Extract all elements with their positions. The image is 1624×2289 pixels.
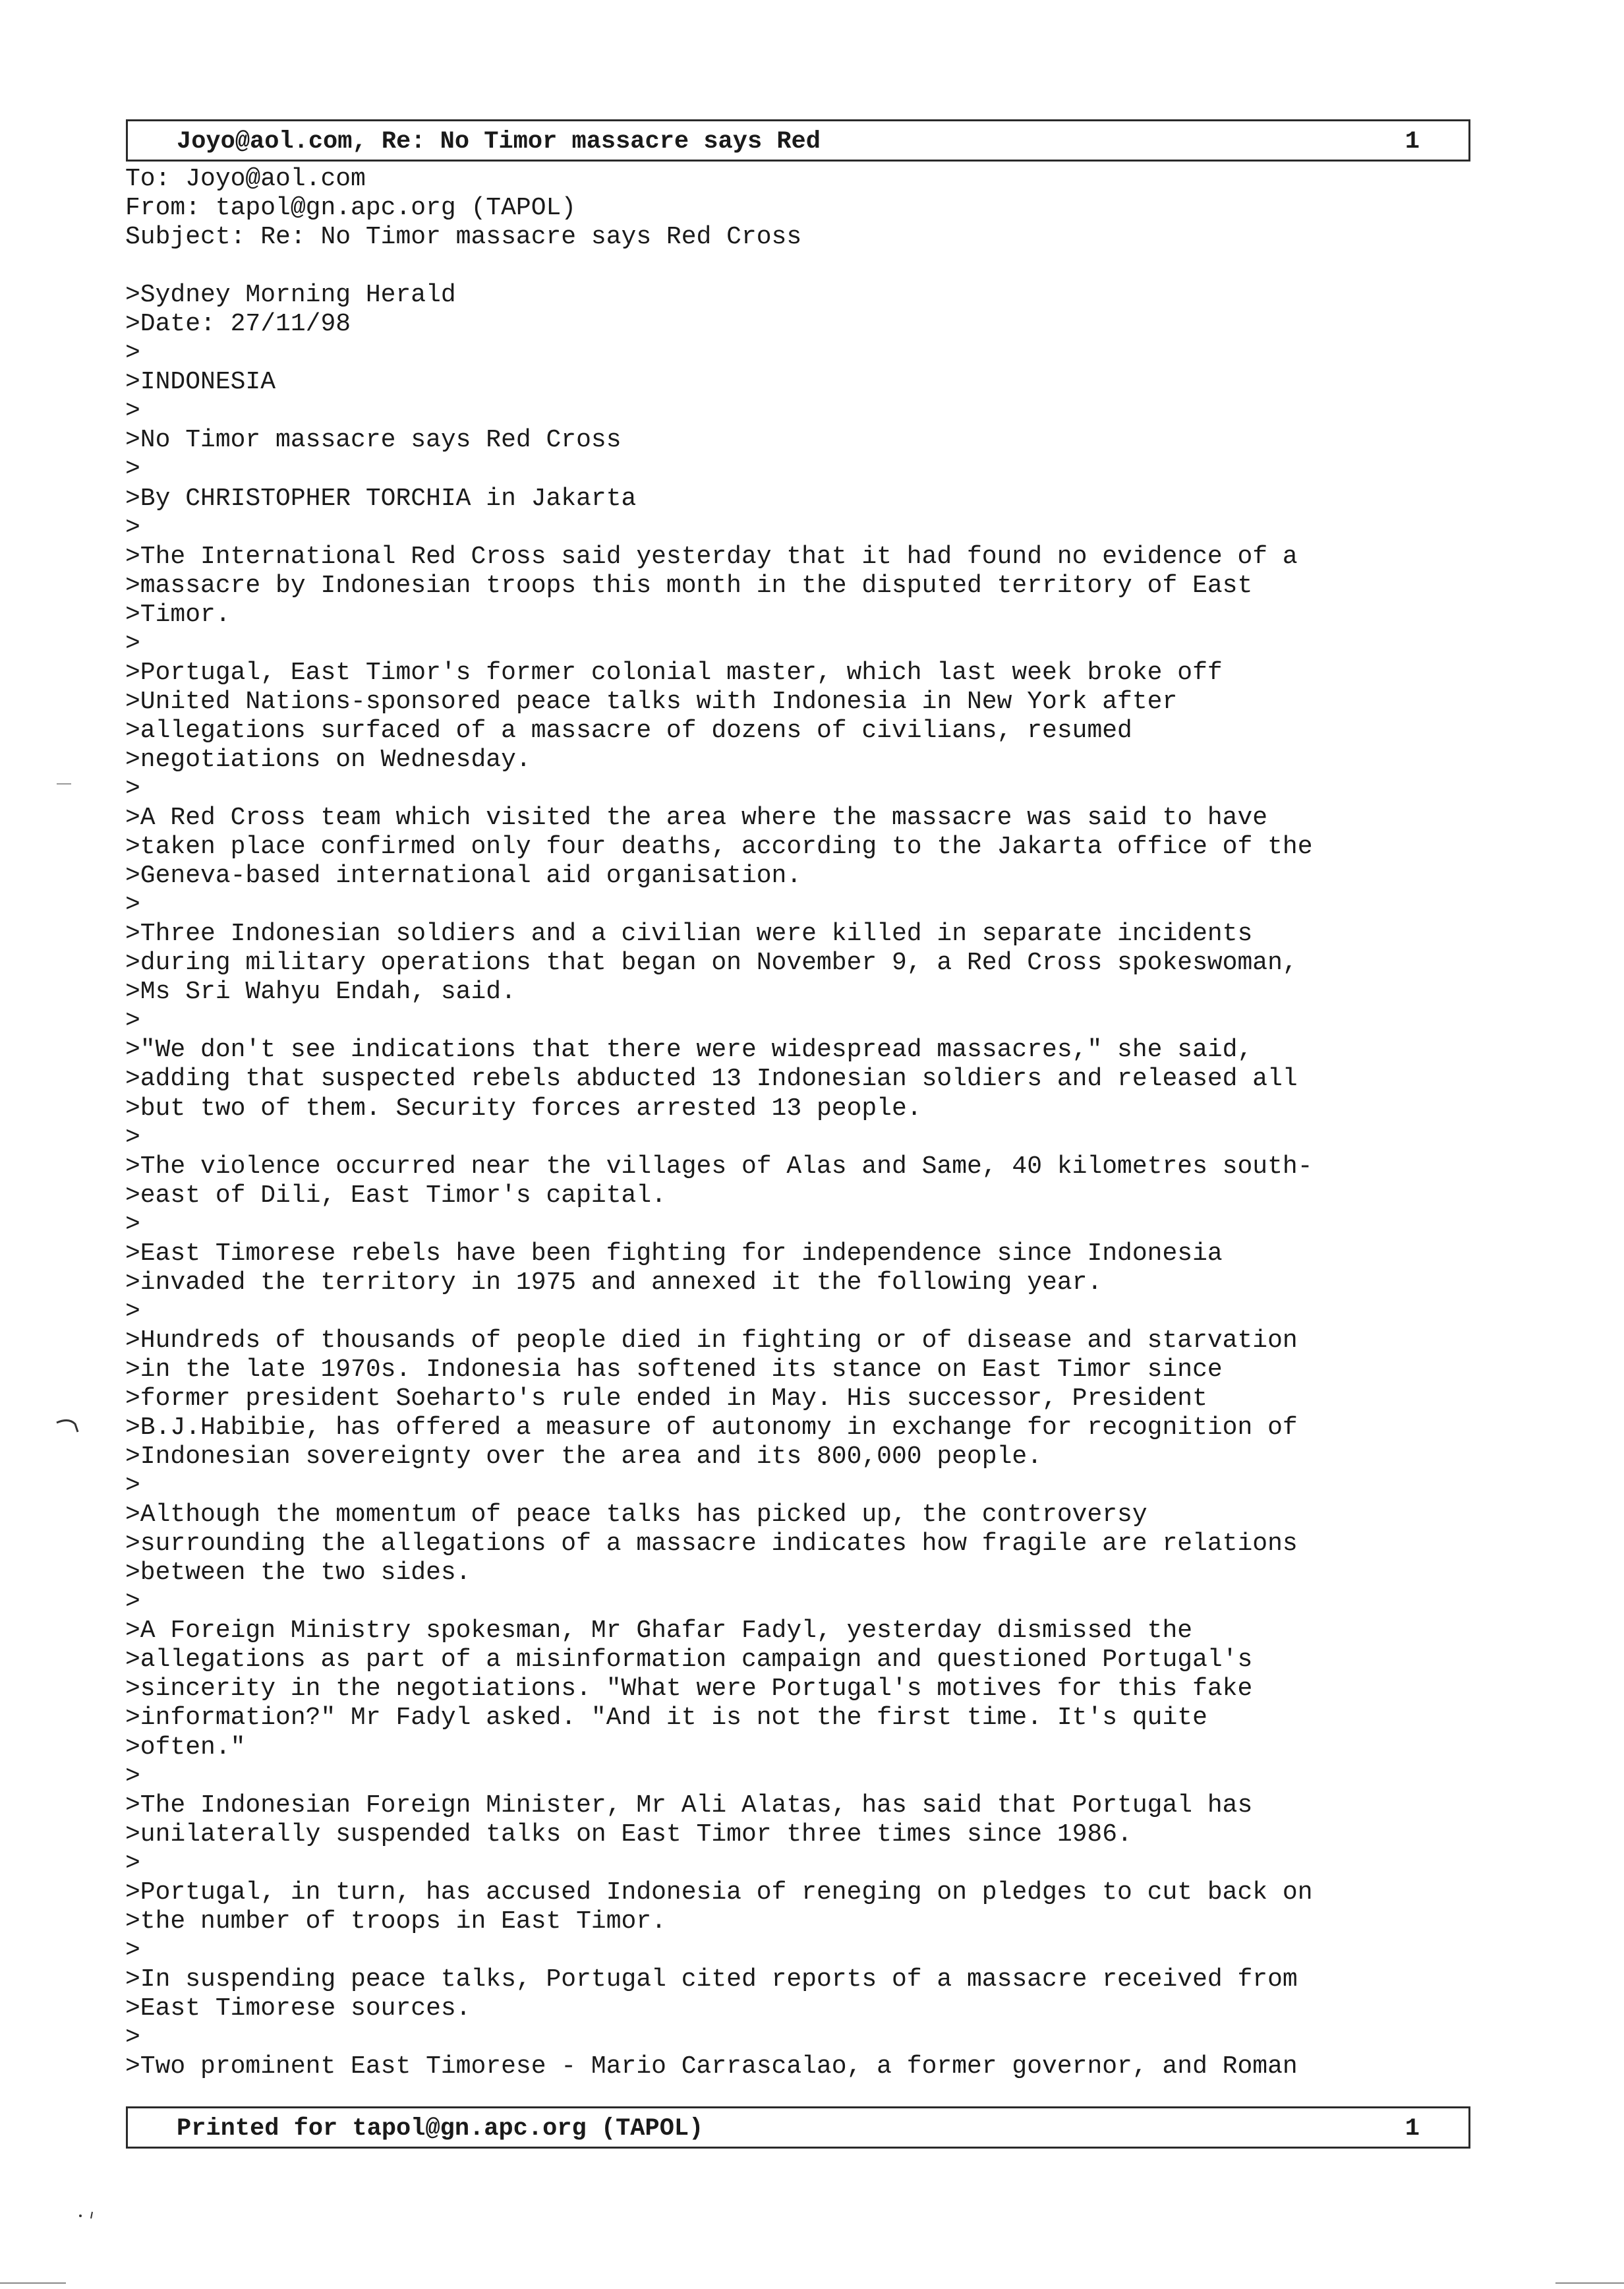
text-line: >the number of troops in East Timor. xyxy=(125,1907,666,1936)
text-line: >allegations as part of a misinformation campaign and questioned Portugal's xyxy=(125,1646,1253,1675)
footer-text: Printed for tapol@gn.apc.org (TAPOL) xyxy=(177,2115,704,2143)
text-line: > xyxy=(125,1472,140,1501)
text-line: > xyxy=(125,455,140,484)
text-line: >but two of them. Security forces arrested 13 people. xyxy=(125,1094,922,1123)
text-line: > xyxy=(125,397,140,426)
text-line: >INDONESIA xyxy=(125,368,276,397)
text-line: >Date: 27/11/98 xyxy=(125,310,351,339)
text-line: >invaded the territory in 1975 and annexed it the following year. xyxy=(125,1268,1103,1297)
text-line: >Three Indonesian soldiers and a civilian were killed in separate incidents xyxy=(125,920,1253,949)
text-line: >in the late 1970s. Indonesia has softened its stance on East Timor since xyxy=(125,1355,1223,1384)
text-line: >East Timorese sources. xyxy=(125,1994,471,2023)
text-line: To: Joyo@aol.com xyxy=(125,165,366,193)
text-line: >Portugal, in turn, has accused Indonesia of reneging on pledges to cut back on xyxy=(125,1878,1313,1907)
text-line: >Geneva-based international aid organisation. xyxy=(125,862,802,891)
text-line: >The Indonesian Foreign Minister, Mr Ali Alatas, has said that Portugal has xyxy=(125,1791,1253,1820)
text-line: >No Timor massacre says Red Cross xyxy=(125,426,622,455)
text-line xyxy=(125,252,1509,281)
text-line: >Sydney Morning Herald xyxy=(125,281,456,310)
text-line: > xyxy=(125,1123,140,1152)
text-line: >during military operations that began on November 9, a Red Cross spokeswoman, xyxy=(125,949,1298,978)
footer-page-number: 1 xyxy=(1405,2115,1420,2143)
text-line: >often." xyxy=(125,1733,246,1762)
text-line: > xyxy=(125,1762,140,1791)
text-line: >East Timorese rebels have been fighting for independence since Indonesia xyxy=(125,1239,1223,1268)
text-line: >taken place confirmed only four deaths, according to the Jakarta office of the xyxy=(125,833,1313,862)
text-line: >Although the momentum of peace talks has picked up, the controversy xyxy=(125,1501,1147,1530)
header-title: Joyo@aol.com, Re: No Timor massacre says Red xyxy=(177,128,821,156)
text-line: >between the two sides. xyxy=(125,1559,471,1588)
text-line: >information?" Mr Fadyl asked. "And it is not the first time. It's quite xyxy=(125,1704,1207,1733)
margin-bracket-mark xyxy=(55,1417,82,1432)
header-page-number: 1 xyxy=(1405,128,1420,156)
print-footer xyxy=(126,2106,1470,2149)
text-line: >massacre by Indonesian troops this month in the disputed territory of East xyxy=(125,571,1253,600)
text-line: >former president Soeharto's rule ended in May. His successor, President xyxy=(125,1384,1207,1413)
text-line: > xyxy=(125,1297,140,1326)
text-line: >By CHRISTOPHER TORCHIA in Jakarta xyxy=(125,484,637,513)
text-line: > xyxy=(125,629,140,658)
text-line: > xyxy=(125,891,140,920)
text-line: > xyxy=(125,774,140,803)
text-line: >Hundreds of thousands of people died in fighting or of disease and starvation xyxy=(125,1326,1298,1355)
scan-edge-line-left xyxy=(0,2282,66,2284)
text-line: >A Foreign Ministry spokesman, Mr Ghafar Fadyl, yesterday dismissed the xyxy=(125,1617,1193,1646)
text-line: > xyxy=(125,1936,140,1965)
text-line: >sincerity in the negotiations. "What were Portugal's motives for this fake xyxy=(125,1675,1253,1704)
text-line: >negotiations on Wednesday. xyxy=(125,745,531,774)
text-line: > xyxy=(125,513,140,542)
text-line: >Portugal, East Timor's former colonial master, which last week broke off xyxy=(125,658,1223,687)
text-line: >adding that suspected rebels abducted 13 Indonesian soldiers and released all xyxy=(125,1065,1298,1094)
text-line: >Indonesian sovereignty over the area and its 800,000 people. xyxy=(125,1442,1043,1472)
print-header xyxy=(126,119,1470,162)
text-line: >east of Dili, East Timor's capital. xyxy=(125,1181,666,1210)
text-line: > xyxy=(125,339,140,368)
text-line: >Two prominent East Timorese - Mario Carrascalao, a former governor, and Roman xyxy=(125,2052,1298,2081)
text-line: >B.J.Habibie, has offered a measure of autonomy in exchange for recognition of xyxy=(125,1413,1298,1442)
text-line: >Ms Sri Wahyu Endah, said. xyxy=(125,978,516,1007)
scan-edge-line-right xyxy=(1555,2282,1624,2284)
text-line: >surrounding the allegations of a massacre indicates how fragile are relations xyxy=(125,1530,1298,1559)
text-line: > xyxy=(125,1588,140,1617)
text-line: From: tapol@gn.apc.org (TAPOL) xyxy=(125,194,577,223)
text-line: >Timor. xyxy=(125,600,231,629)
text-line: > xyxy=(125,2023,140,2052)
text-line: Subject: Re: No Timor massacre says Red Cross xyxy=(125,223,802,252)
scan-speck-mark xyxy=(78,2210,98,2219)
text-line: >United Nations-sponsored peace talks with Indonesia in New York after xyxy=(125,687,1178,716)
text-line: >In suspending peace talks, Portugal cited reports of a massacre received from xyxy=(125,1965,1298,1994)
text-line: > xyxy=(125,1849,140,1878)
text-line: >The International Red Cross said yesterday that it had found no evidence of a xyxy=(125,542,1298,571)
text-line: >The violence occurred near the villages of Alas and Same, 40 kilometres south- xyxy=(125,1152,1313,1181)
text-line: > xyxy=(125,1007,140,1036)
text-line: >A Red Cross team which visited the area where the massacre was said to have xyxy=(125,804,1268,833)
text-line: > xyxy=(125,1210,140,1239)
text-line: >unilaterally suspended talks on East Timor three times since 1986. xyxy=(125,1820,1132,1849)
margin-tick-mark xyxy=(57,783,71,785)
text-line: >allegations surfaced of a massacre of dozens of civilians, resumed xyxy=(125,716,1132,745)
email-body xyxy=(125,165,1509,2081)
text-line: >"We don't see indications that there were widespread massacres," she said, xyxy=(125,1036,1253,1065)
